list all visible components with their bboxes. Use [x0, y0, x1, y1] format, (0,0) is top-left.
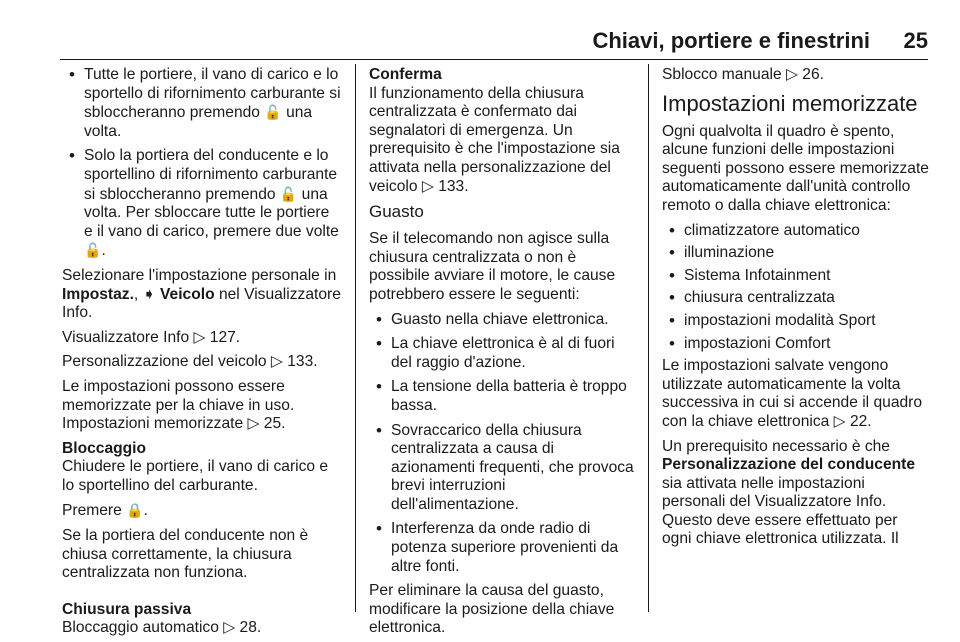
paragraph: Se il telecomando non agisce sulla chiusura centralizzata o non è possibile avviare il motore, le cause potrebbero essere le seguenti:: [369, 230, 616, 303]
cross-reference: Visualizzatore Info ▷ 127.: [62, 328, 241, 346]
list-item: • Guasto nella chiave elettronica.: [369, 311, 634, 330]
paragraph: Ogni qualvolta il quadro è spento, alcune funzioni delle impostazioni seguenti possono essere memorizzate automaticamente dall'unità controllo remoto o dalla chiave elettronica:: [662, 122, 929, 214]
column-middle: [369, 66, 634, 642]
list-item: • illuminazione: [662, 244, 930, 263]
section-title: Chiusura passiva: [62, 600, 192, 618]
list-item: • Tutte le portiere, il vano di carico e lo sportello di rifornimento carburante si sbloccheranno premendo 🔓 una volta.: [62, 66, 342, 141]
column-right: [662, 66, 930, 555]
paragraph: Se la portiera del conducente non è chiusa correttamente, la chiusura centralizzata non funziona.: [62, 527, 309, 582]
paragraph: Le impostazioni salvate vengono utilizzate automaticamente la volta successiva in cui si accende il quadro con la chiave elettronica ▷ 22.: [662, 357, 923, 430]
cross-reference: Personalizzazione del veicolo ▷ 133.: [62, 353, 318, 371]
subsection-title: Guasto: [369, 202, 424, 222]
paragraph: Selezionare l'impostazione personale in Impostaz., ➧ Veicolo nel Visualizzatore Info.: [62, 266, 341, 322]
list-item: • Interferenza da onde radio di potenza superiore provenienti da altre fonti.: [369, 520, 634, 576]
unlock-icon: 🔓: [264, 104, 282, 121]
column-divider: [648, 64, 649, 612]
header-rule: [60, 59, 928, 60]
page-header: [60, 26, 928, 60]
column-left: [62, 66, 342, 642]
list-item: • Sovraccarico della chiusura centralizzata a causa di azionamenti frequenti, che provoca brevi interruzioni dell'alimentazione.: [369, 422, 634, 515]
list-item: • climatizzatore automatico: [662, 222, 930, 241]
column-divider: [355, 64, 356, 612]
paragraph: Le impostazioni possono essere memorizzate per la chiave in uso. Impostazioni memorizzate ▷ 25.: [62, 377, 295, 433]
unlock-icon: 🔓: [279, 185, 298, 202]
list-item: • La chiave elettronica è al di fuori del raggio d'azione.: [369, 335, 634, 372]
list-item: • impostazioni Comfort: [662, 335, 930, 354]
cross-reference: Sblocco manuale ▷ 26.: [662, 66, 824, 83]
arrow-icon: ➧: [142, 285, 156, 303]
section-heading: Impostazioni memorizzate: [662, 90, 918, 116]
list-item: • Sistema Infotainment: [662, 267, 930, 286]
paragraph: Il funzionamento della chiusura centralizzata è confermato dai segnalatori di emergenza. Un prerequisito è che l'impostazione sia attivata nella personalizzazione del veicolo ▷ 133.: [369, 84, 620, 195]
list-item: • impostazioni modalità Sport: [662, 312, 930, 331]
chapter-title: Chiavi, portiere e finestrini: [592, 28, 870, 53]
page-number: 25: [903, 28, 928, 53]
section-title: Bloccaggio: [62, 439, 147, 457]
paragraph: Premere 🔒.: [62, 502, 148, 520]
section-title: Conferma: [369, 66, 442, 83]
paragraph: Chiudere le portiere, il vano di carico e lo sportellino del carburante.: [62, 458, 329, 494]
list-item: • chiusura centralizzata: [662, 289, 930, 308]
list-item: • La tensione della batteria è troppo bassa.: [369, 378, 634, 415]
list-item: • Solo la portiera del conducente e lo sportellino di rifornimento carburante si sbloccheranno premendo 🔓 una volta. Per sbloccare tutte le portiere e il vano di carico, premere due volte 🔓.: [62, 147, 342, 261]
paragraph: Un prerequisito necessario è che Personalizzazione del conducente sia attivata nelle impostazioni personali del Visualizzatore Info. Questo deve essere effettuato per ogni chiave elettronica utilizzata. Il: [662, 437, 916, 548]
cross-reference: Bloccaggio automatico ▷ 28.: [62, 619, 262, 637]
paragraph: Per eliminare la causa del guasto, modificare la posizione della chiave elettronica.: [369, 582, 615, 637]
unlock-icon: 🔓: [84, 242, 102, 259]
lock-icon: 🔒: [126, 502, 144, 519]
